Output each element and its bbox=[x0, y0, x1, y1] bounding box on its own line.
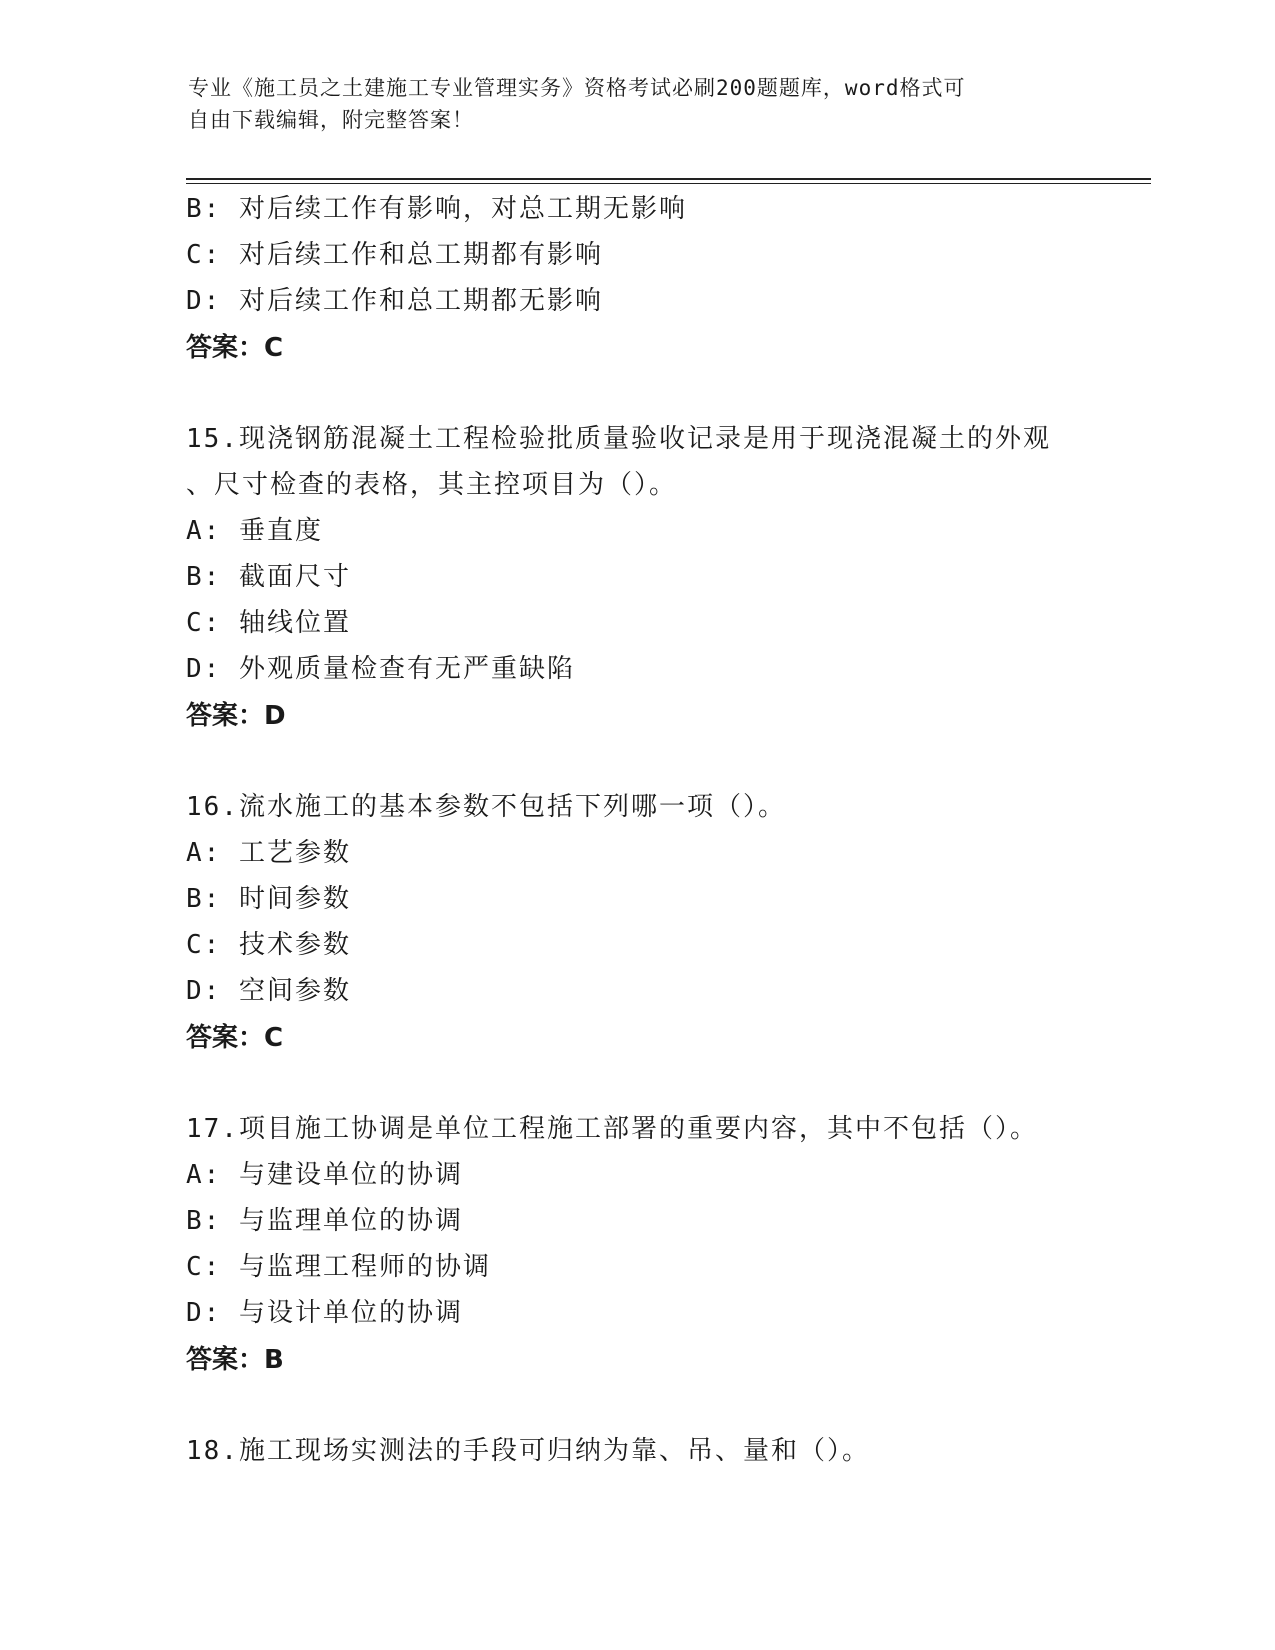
option-c: C: 对后续工作和总工期都有影响 bbox=[186, 240, 603, 270]
header-line-1: 专业《施工员之土建施工专业管理实务》资格考试必刷200题题库，word格式可 bbox=[188, 76, 966, 100]
header-line-2: 自由下载编辑，附完整答案！ bbox=[188, 108, 474, 132]
question-list bbox=[186, 186, 1186, 1474]
question-18 bbox=[186, 1428, 1186, 1474]
question-17 bbox=[186, 1106, 1186, 1384]
spacer bbox=[186, 1062, 1186, 1106]
question-14 bbox=[186, 186, 1186, 372]
answer: 答案：B bbox=[186, 1345, 284, 1375]
option-c: C: 与监理工程师的协调 bbox=[186, 1252, 491, 1282]
option-d: D: 外观质量检查有无严重缺陷 bbox=[186, 654, 575, 684]
option-b: B: 对后续工作有影响，对总工期无影响 bbox=[186, 194, 687, 224]
answer: 答案：C bbox=[186, 333, 284, 363]
question-stem: 17.项目施工协调是单位工程施工部署的重要内容，其中不包括（）。 bbox=[186, 1114, 1038, 1144]
option-d: D: 对后续工作和总工期都无影响 bbox=[186, 286, 603, 316]
option-b: B: 截面尺寸 bbox=[186, 562, 351, 592]
answer: 答案：C bbox=[186, 1023, 284, 1053]
option-d: D: 与设计单位的协调 bbox=[186, 1298, 463, 1328]
question-stem: 15.现浇钢筋混凝土工程检验批质量验收记录是用于现浇混凝土的外观 bbox=[186, 424, 1051, 454]
question-16 bbox=[186, 784, 1186, 1062]
header-rule-thin bbox=[186, 183, 1151, 184]
question-15 bbox=[186, 416, 1186, 740]
option-a: A: 垂直度 bbox=[186, 516, 323, 546]
question-stem: 18.施工现场实测法的手段可归纳为靠、吊、量和（）。 bbox=[186, 1436, 870, 1466]
answer: 答案：D bbox=[186, 701, 286, 731]
question-stem-continued: 、尺寸检查的表格，其主控项目为（）。 bbox=[186, 470, 678, 500]
option-b: B: 与监理单位的协调 bbox=[186, 1206, 463, 1236]
spacer bbox=[186, 372, 1186, 416]
option-a: A: 与建设单位的协调 bbox=[186, 1160, 463, 1190]
spacer bbox=[186, 740, 1186, 784]
option-a: A: 工艺参数 bbox=[186, 838, 351, 868]
option-b: B: 时间参数 bbox=[186, 884, 351, 914]
option-d: D: 空间参数 bbox=[186, 976, 351, 1006]
option-c: C: 轴线位置 bbox=[186, 608, 351, 638]
spacer bbox=[186, 1384, 1186, 1428]
header-rule-thick bbox=[186, 178, 1151, 180]
question-stem: 16.流水施工的基本参数不包括下列哪一项（）。 bbox=[186, 792, 786, 822]
document-header bbox=[188, 72, 1068, 136]
option-c: C: 技术参数 bbox=[186, 930, 351, 960]
